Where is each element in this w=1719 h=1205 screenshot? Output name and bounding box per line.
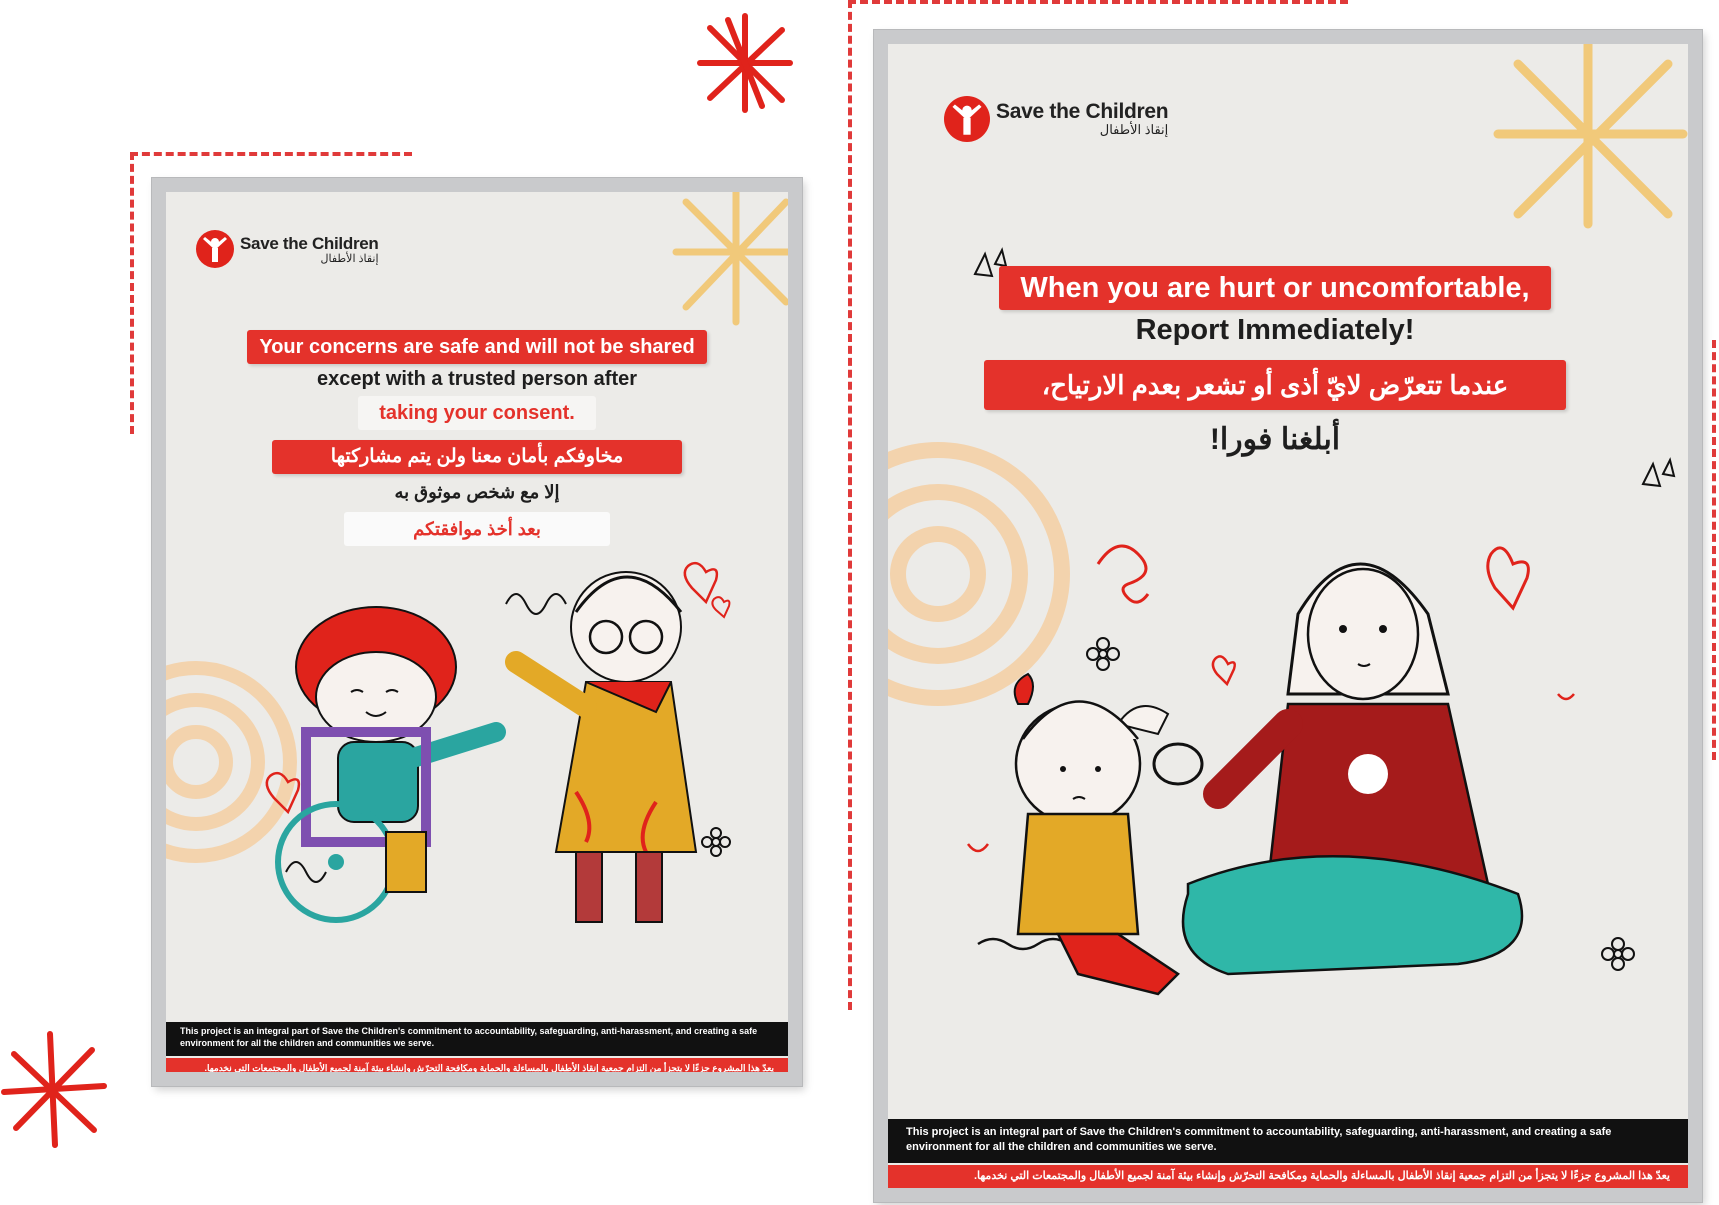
save-the-children-emblem-icon <box>196 230 234 268</box>
headline-red: Your concerns are safe and will not be shared <box>247 330 707 364</box>
arabic-line-3: بعد أخذ موافقتكم <box>344 512 610 546</box>
save-the-children-logo <box>944 96 1168 142</box>
footer-english: This project is an integral part of Save the Children's commitment to accountability, safeguarding, anti-harassment, and creating a safe environment for all the children and communities we serve. <box>888 1119 1688 1163</box>
arabic-line-2: إلا مع شخص موثوق به <box>394 482 560 502</box>
headline-red: When you are hurt or uncomfortable, <box>999 266 1551 310</box>
brand-name-ar: إنقاذ الأطفال <box>320 252 379 265</box>
footer-english: This project is an integral part of Save the Children's commitment to accountability, safeguarding, anti-harassment, and creating a safe environment for all the children and communities we serve. <box>166 1022 788 1056</box>
starburst-icon <box>0 1030 110 1150</box>
brand-name-en: Save the Children <box>996 100 1169 123</box>
save-the-children-emblem-icon <box>944 96 990 142</box>
poster-left <box>166 192 788 1072</box>
dashed-line-right-edge <box>1712 340 1716 760</box>
illustration-adult-and-child <box>928 504 1668 1004</box>
headline-line-3: taking your consent. <box>358 396 596 430</box>
arabic-line-2: أبلغنا فورا! <box>1209 423 1341 456</box>
save-the-children-logo <box>196 230 379 268</box>
sun-doodle-icon <box>1478 44 1688 234</box>
dashed-line-middle <box>848 0 852 1010</box>
sun-doodle-icon <box>656 192 788 332</box>
headline-line-2: Report Immediately! <box>1135 314 1415 346</box>
brand-name-en: Save the Children <box>240 233 379 253</box>
starburst-icon <box>690 8 800 118</box>
brand-name-ar: إنقاذ الأطفال <box>1099 122 1169 137</box>
footer-arabic: يعدّ هذا المشروع جزءًا لا يتجزأ من التزام جمعية إنقاذ الأطفال بالمساءلة والحماية ومكافحة التحرّش وإنشاء بيئة آمنة لجميع الأطفال والمجتمعات التي نخدمها. <box>166 1058 788 1072</box>
footer-arabic: يعدّ هذا المشروع جزءًا لا يتجزأ من التزام جمعية إنقاذ الأطفال بالمساءلة والحماية ومكافحة التحرّش وإنشاء بيئة آمنة لجميع الأطفال والمجتمعات التي نخدمها. <box>888 1165 1688 1188</box>
dashed-line-top-left <box>130 152 412 156</box>
arabic-headline-red: عندما تتعرّض لايّ أذى أو تشعر بعدم الارتياح، <box>984 360 1566 410</box>
illustration-children-friends <box>226 532 766 952</box>
poster-frame-right <box>874 30 1702 1202</box>
dashed-line-top-right <box>848 0 1348 4</box>
dashed-line-left <box>130 152 134 434</box>
headline-line-2: except with a trusted person after <box>316 368 638 390</box>
triangle-doodle-icon <box>1638 454 1678 494</box>
poster-right <box>888 44 1688 1188</box>
arabic-headline-red: مخاوفكم بأمان معنا ولن يتم مشاركتها <box>272 440 682 474</box>
poster-frame-left <box>152 178 802 1086</box>
